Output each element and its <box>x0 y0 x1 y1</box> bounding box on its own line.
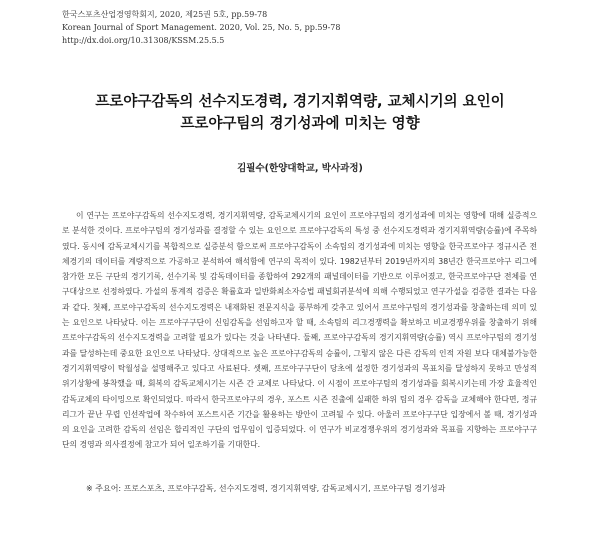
journal-citation-english: Korean Journal of Sport Management. 2020, Vol. 25, No. 5, pp.59-78 <box>62 23 341 32</box>
abstract-body: 이 연구는 프로야구감독의 선수지도경력, 경기지휘역량, 감독교체시기의 요인이 프로야구팀의 경기성과에 미치는 영향에 대해 실증적으로 분석한 것이다. 프로야구팀의 경기성과를 결정할 수 있는 요인으로 프로야구감독의 특성 중 선수지도경력과 경기지휘역량(승률)에 주목하였다. 동시에 감독교체시기를 복합적으로 실증분석 함으로써 프로야구감독이 소속팀의 경기성과에 미치는 영향을 한국프로야구 정규시즌 전체경기의 데이터를 계량적으로 가공하고 분석하여 해석함에 연구의 목적이 있다. 1982년부터 2019년까지의 38년간 한국프로야구 리그에 참가한 모든 구단의 경기기록, 선수기록 및 감독데이터를 종합하여 292개의 패널데이터를 기반으로 이루어졌고, 한국프로야구단 전체를 연구대상으로 선정하였다. 가설의 통계적 검증은 확률효과 일반화최소자승법 패널회귀분석에 의해 수행되었고 연구가설을 검증한 결과는 다음과 같다. 첫째, 프로야구감독의 선수지도경력은 내재화된 전문지식을 풍부하게 갖추고 있어서 프로야구팀의 경기성과를 창출하는데 의미 있는 요인으로 나타났다. 이는 프로야구구단이 신임감독을 선임하고자 할 때, 소속팀의 리그경쟁력을 확보하고 비교경쟁우위를 창출하기 위해 프로야구감독의 선수지도경력을 고려할 필요가 있다는 것을 나타낸다. 둘째, 프로야구감독의 경기지휘역량(승률) 역시 프로야구팀의 경기성과를 달성하는데 중요한 요인으로 나타났다. 상대적으로 높은 프로야구감독의 승률이, 그렇지 않은 다른 감독의 인적 자원 보다 대체불가능한 경기지휘역량이 탁월성을 설명해주고 있다고 사료된다. 셋째, 프로야구구단이 당초에 설정한 경기성과의 목표치를 달성하지 못하고 만성적 위기상황에 봉착했을 때, 회복의 감독교체시기는 시즌 간 교체로 나타났다. 이 시점이 프로야구팀의 경기성과를 회복시키는데 가장 효율적인 감독교체의 타이밍으로 확인되었다. 따라서 한국프로야구의 경우, 포스트 시즌 진출에 실패한 하위 팀의 경우 감독을 교체해야 한다면, 정규리그가 끝난 무렵 인선작업에 착수하여 포스트시즌 기간을 활용하는 방안이 고려될 수 있다. 아울러 프로야구구단 입장에서 볼 때, 경기성과의 요인을 고려한 감독의 선임은 합리적인 구단의 업무임이 입증되었다. 이 연구가 비교경쟁우위의 경기성과와 목표를 지향하는 프로야구구단의 경영과 의사결정에 참고가 되어 일조하기를 기대한다. <box>62 211 537 450</box>
title-line-1: 프로야구감독의 선수지도경력, 경기지휘역량, 교체시기의 요인이 <box>95 94 505 110</box>
journal-citation-korean: 한국스포츠산업경영학회지, 2020, 제25권 5호, pp.59-78 <box>62 10 268 19</box>
paper-title <box>0 91 600 135</box>
author-affiliation: 김필수(한양대학교, 박사과정) <box>237 163 363 174</box>
doi-link[interactable]: http://dx.doi.org/10.31308/KSSM.25.5.5 <box>62 36 225 45</box>
title-line-2: 프로야구팀의 경기성과에 미치는 영향 <box>180 116 420 132</box>
keywords: ※ 주요어: 프로스포츠, 프로야구감독, 선수지도경력, 경기지휘역량, 감독교체시기, 프로야구팀 경기성과 <box>86 484 446 493</box>
journal-header <box>62 8 340 47</box>
